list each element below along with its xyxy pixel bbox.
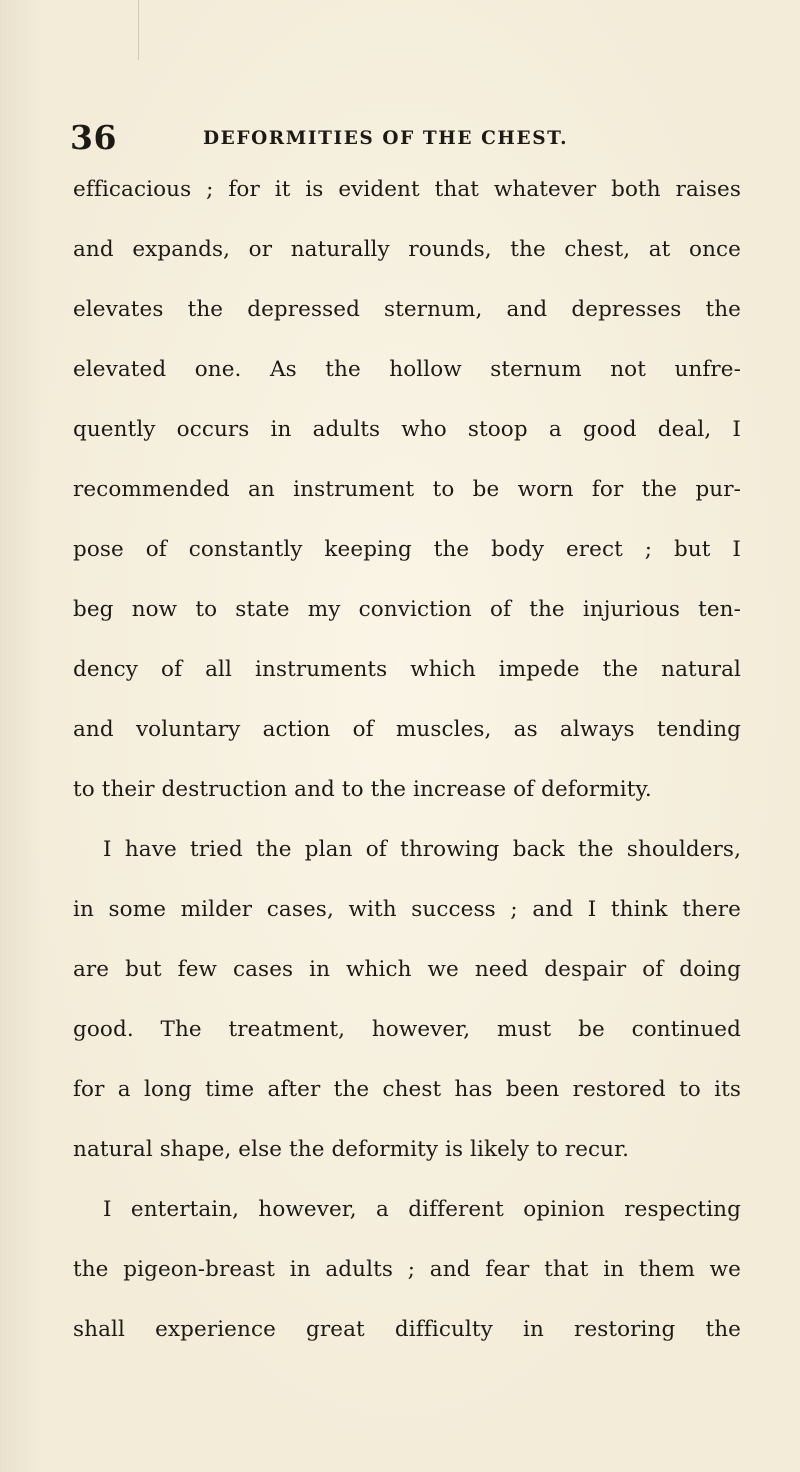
- text-line: to their destruction and to the increase of deformity.: [73, 777, 652, 802]
- body-text: [73, 160, 741, 1360]
- page-number: 36: [70, 118, 117, 157]
- text-line: pose of constantly keeping the body erect ; but I: [73, 537, 741, 562]
- gutter-mark: [138, 0, 139, 60]
- text-line: efficacious ; for it is evident that whatever both raises: [73, 177, 741, 202]
- text-line: good. The treatment, however, must be continued: [73, 1017, 741, 1042]
- text-line: in some milder cases, with success ; and I think there: [73, 897, 741, 922]
- text-line: recommended an instrument to be worn for the pur-: [73, 477, 741, 502]
- text-line: elevates the depressed sternum, and depresses the: [73, 297, 741, 322]
- text-line: natural shape, else the deformity is likely to recur.: [73, 1137, 630, 1162]
- text-line: quently occurs in adults who stoop a good deal, I: [73, 417, 741, 442]
- text-line: and expands, or naturally rounds, the chest, at once: [73, 237, 741, 262]
- text-line: beg now to state my conviction of the injurious ten-: [73, 597, 741, 622]
- text-line: dency of all instruments which impede the natural: [73, 657, 741, 682]
- text-line: for a long time after the chest has been restored to its: [73, 1077, 741, 1102]
- page-header: [70, 118, 730, 158]
- text-line: shall experience great difficulty in restoring the: [73, 1317, 741, 1342]
- text-line: I entertain, however, a different opinion respecting: [103, 1197, 741, 1222]
- text-line: and voluntary action of muscles, as always tending: [73, 717, 741, 742]
- text-line: are but few cases in which we need despair of doing: [73, 957, 741, 982]
- running-head: DEFORMITIES OF THE CHEST.: [203, 128, 569, 149]
- text-line: I have tried the plan of throwing back the shoulders,: [103, 837, 741, 862]
- text-line: the pigeon-breast in adults ; and fear that in them we: [73, 1257, 741, 1282]
- text-line: elevated one. As the hollow sternum not unfre-: [73, 357, 741, 382]
